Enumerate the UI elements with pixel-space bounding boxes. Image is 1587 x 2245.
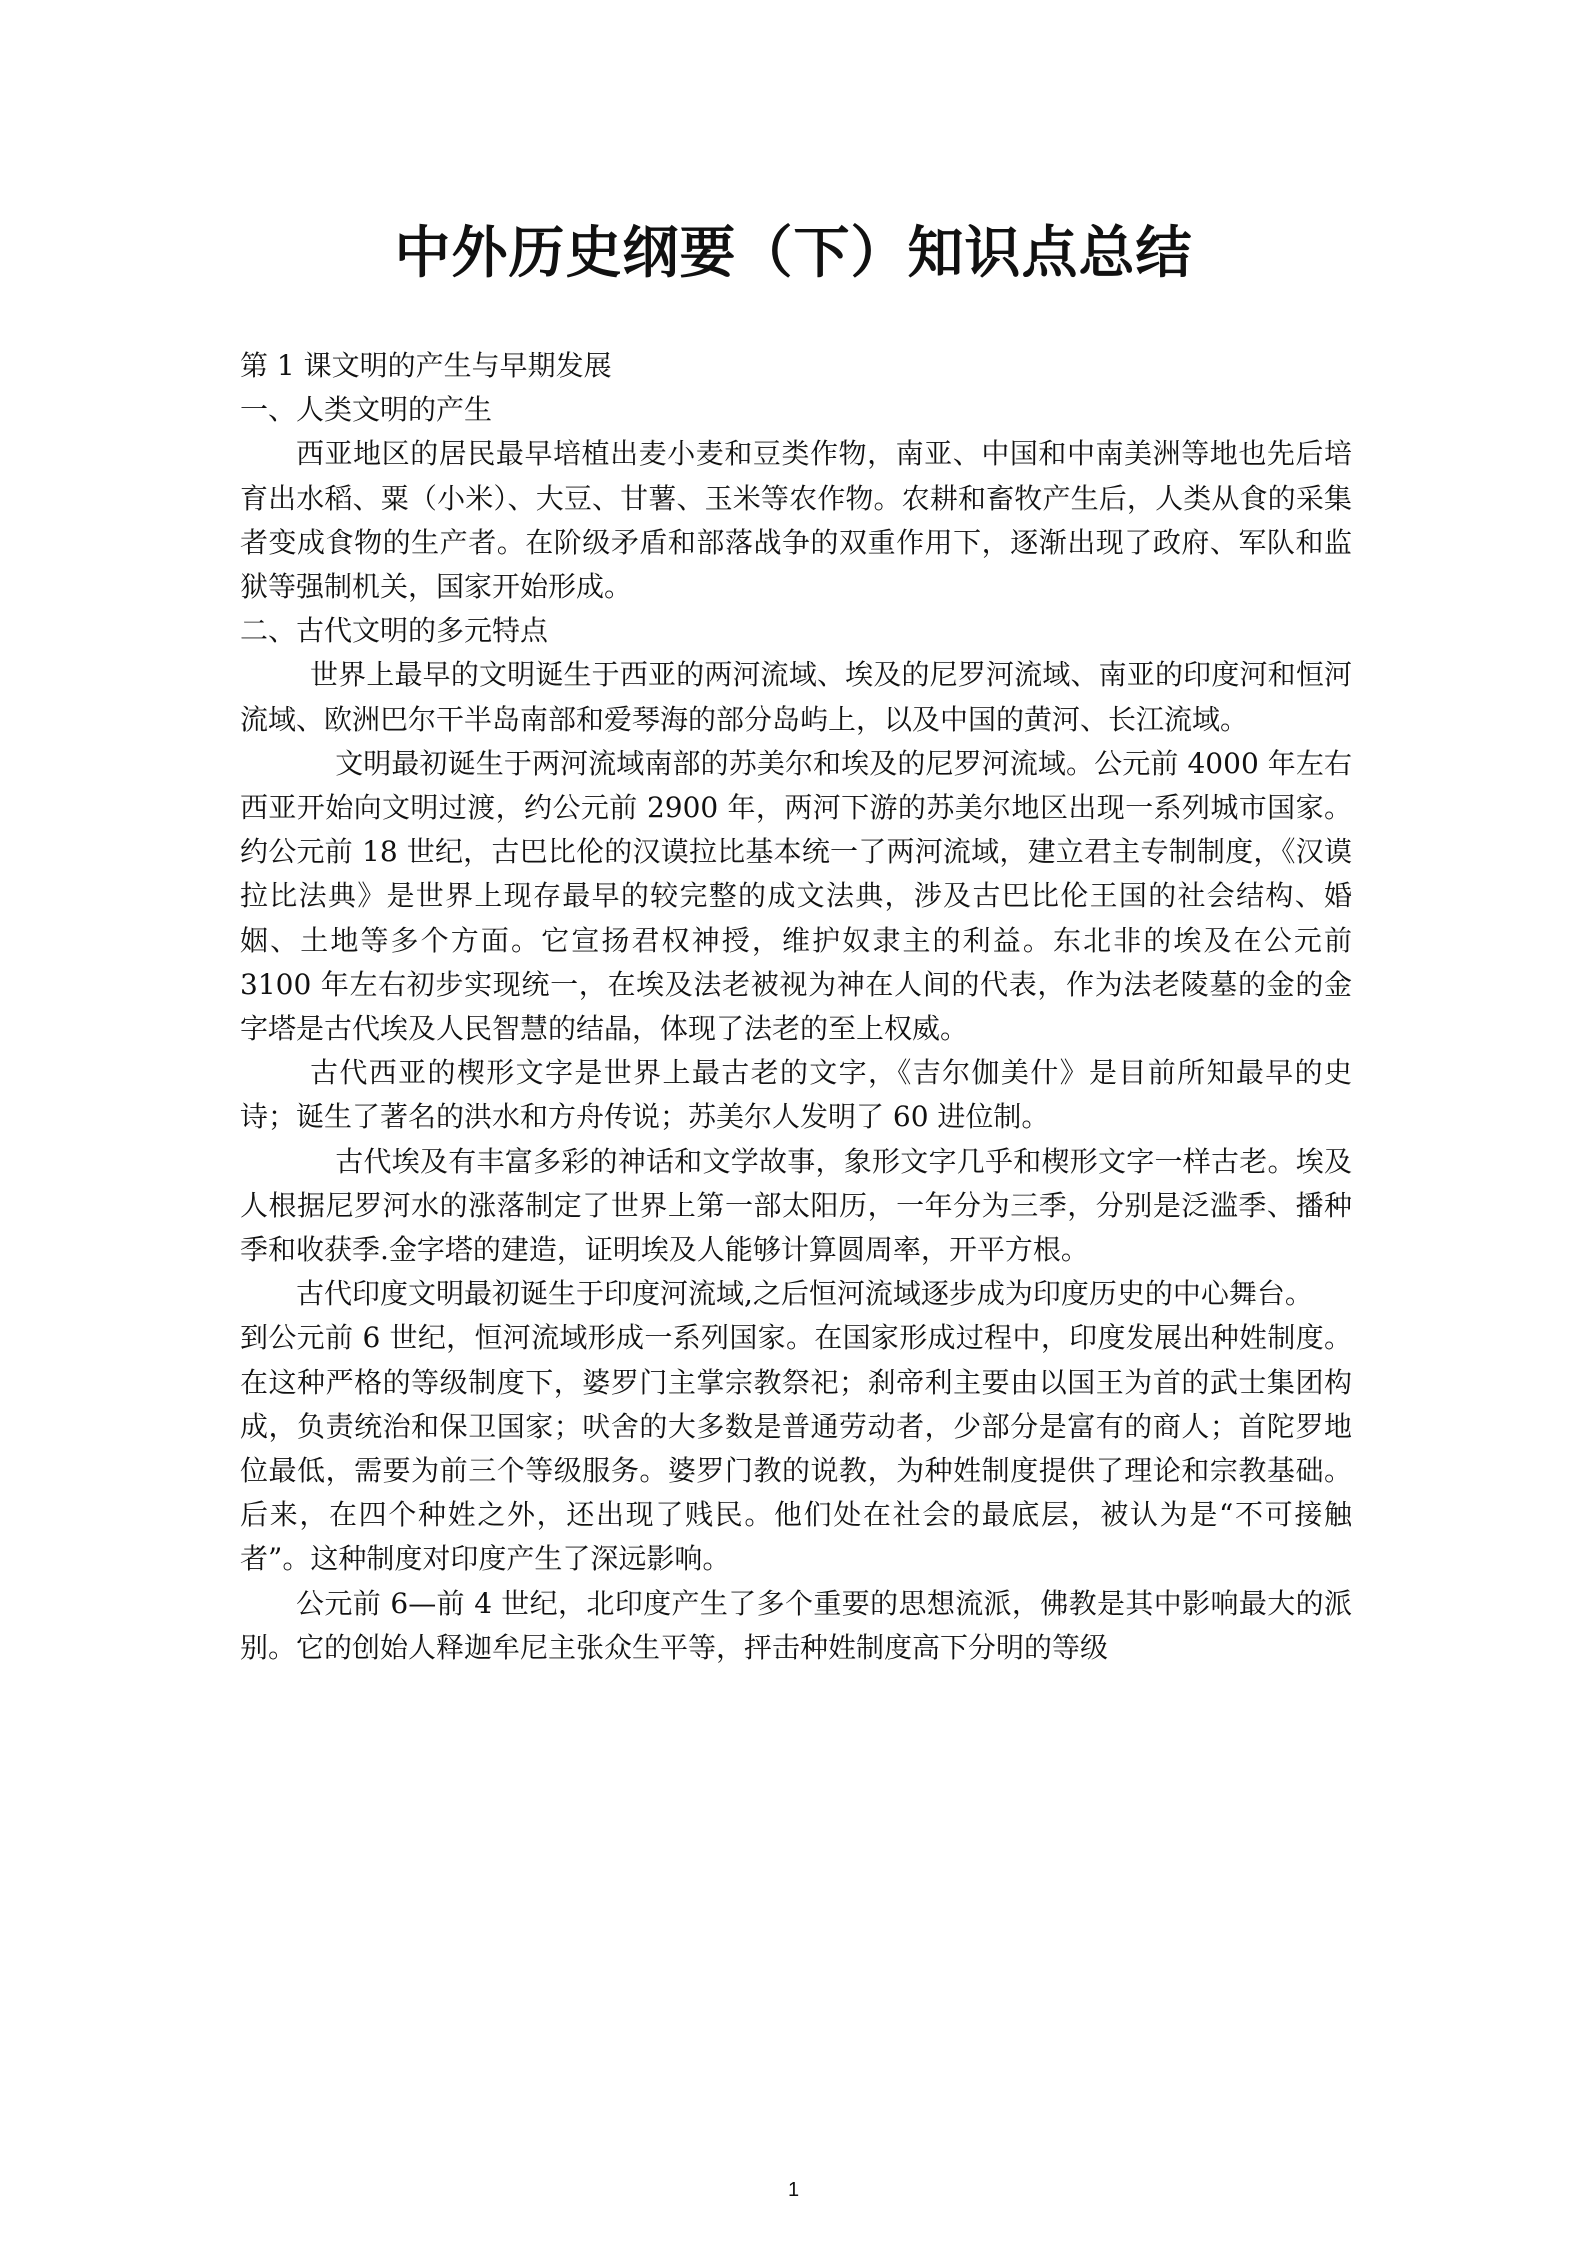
page-number: 1 — [787, 2179, 800, 2201]
body-paragraph: 古代印度文明最初诞生于印度河流域,之后恒河流域逐步成为印度历史的中心舞台。 — [296, 1277, 1313, 1311]
section-heading: 一、人类文明的产生 — [240, 393, 493, 427]
body-paragraph: 古代埃及有丰富多彩的神话和文学故事，象形文字几乎和楔形文字一样古老。埃及人根据尼罗河水的涨落制定了世界上第一部太阳历，一年分为三季，分别是泛滥季、播种季和收获季.金字塔的建造，证明埃及人能够计算圆周率，开平方根。 — [240, 1144, 1352, 1267]
document-body — [240, 344, 1352, 1670]
body-paragraph: 世界上最早的文明诞生于西亚的两河流域、埃及的尼罗河流域、南亚的印度河和恒河流域、欧洲巴尔干半岛南部和爱琴海的部分岛屿上，以及中国的黄河、长江流域。 — [240, 658, 1352, 736]
body-paragraph: 到公元前 6 世纪，恒河流域形成一系列国家。在国家形成过程中，印度发展出种姓制度。在这种严格的等级制度下，婆罗门主掌宗教祭祀；刹帝利主要由以国王为首的武士集团构成，负责统治和保卫国家；吠舍的大多数是普通劳动者，少部分是富有的商人；首陀罗地位最低，需要为前三个等级服务。婆罗门教的说教，为种姓制度提供了理论和宗教基础。后来，在四个种姓之外，还出现了贱民。他们处在社会的最底层，被认为是“不可接触者”。这种制度对印度产生了深远影响。 — [240, 1321, 1352, 1576]
body-paragraph: 文明最初诞生于两河流域南部的苏美尔和埃及的尼罗河流域。公元前 4000 年左右西亚开始向文明过渡，约公元前 2900 年，两河下游的苏美尔地区出现一系列城市国家。约公元前 18 世纪，古巴比伦的汉谟拉比基本统一了两河流域，建立君主专制制度，《汉谟拉比法典》是世界上现存最早的较完整的成文法典，涉及古巴比伦王国的社会结构、婚姻、土地等多个方面。它宣扬君权神授，维护奴隶主的利益。东北非的埃及在公元前 3100 年左右初步实现统一，在埃及法老被视为神在人间的代表，作为法老陵墓的金的金字塔是古代埃及人民智慧的结晶，体现了法老的至上权威。 — [240, 746, 1352, 1046]
body-paragraph: 古代西亚的楔形文字是世界上最古老的文字，《吉尔伽美什》是目前所知最早的史诗；诞生了著名的洪水和方舟传说；苏美尔人发明了 60 进位制。 — [240, 1056, 1352, 1134]
section-heading: 二、古代文明的多元特点 — [240, 614, 549, 648]
body-paragraph: 西亚地区的居民最早培植出麦小麦和豆类作物，南亚、中国和中南美洲等地也先后培育出水稻、粟（小米）、大豆、甘薯、玉米等农作物。农耕和畜牧产生后，人类从食的采集者变成食物的生产者。在阶级矛盾和部落战争的双重作用下，逐渐出现了政府、军队和监狱等强制机关，国家开始形成。 — [240, 437, 1352, 604]
lesson-heading: 第 1 课文明的产生与早期发展 — [240, 349, 612, 382]
document-title: 中外历史纲要（下）知识点总结 — [394, 221, 1193, 286]
body-paragraph: 公元前 6—前 4 世纪，北印度产生了多个重要的思想流派，佛教是其中影响最大的派别。它的创始人释迦牟尼主张众生平等，抨击种姓制度高下分明的等级 — [240, 1586, 1352, 1664]
